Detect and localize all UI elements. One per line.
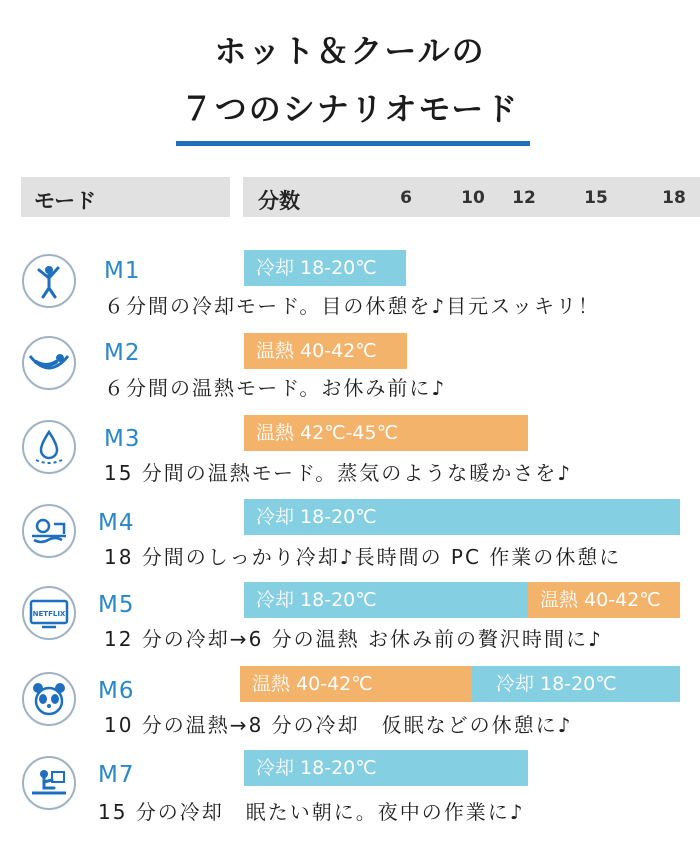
mode-description: 15 分間の温熱モード。蒸気のような暖かさを♪ [104, 461, 572, 485]
bar-cool: 冷却 18-20℃ [244, 499, 680, 535]
bar-cool: 冷却 18-20℃ [244, 582, 528, 618]
water-drop-icon [22, 420, 76, 474]
tick-label: 12 [512, 188, 536, 208]
mode-description: 12 分の冷却→6 分の温熱 お休み前の贅沢時間に♪ [104, 627, 603, 651]
mode-code: M7 [98, 762, 135, 788]
header-mode-label: モード [34, 189, 97, 213]
svg-text:NETFLIX: NETFLIX [32, 610, 66, 618]
netflix-tv-icon [22, 586, 76, 640]
tick-label: 18 [662, 188, 686, 208]
mode-description: 10 分の温熱→8 分の冷却 仮眠などの休憩に♪ [104, 713, 573, 737]
mode-code: M2 [104, 340, 141, 366]
title-underline [176, 141, 530, 146]
mode-description: 15 分の冷却 眠たい朝に。夜中の作業に♪ [98, 800, 525, 824]
mode-code: M5 [98, 592, 135, 618]
mode-description: 18 分間のしっかり冷却♪長時間の PC 作業の休憩に [104, 545, 622, 569]
page-title-line-1: ホット＆クールの [214, 32, 486, 70]
mode-code: M6 [98, 678, 135, 704]
bar-warm: 温熱 40-42℃ [240, 666, 472, 702]
stretch-person-icon [22, 254, 76, 308]
header-minutes-label: 分数 [258, 189, 300, 213]
bar-warm: 温熱 40-42℃ [528, 582, 680, 618]
tick-label: 15 [584, 188, 608, 208]
hammock-icon [22, 336, 76, 390]
bar-warm: 温熱 40-42℃ [244, 333, 407, 369]
mode-code: M4 [98, 510, 135, 536]
bar-cool: 冷却 18-20℃ [244, 750, 528, 786]
bar-warm: 温熱 42℃-45℃ [244, 415, 528, 451]
tick-label: 10 [461, 188, 485, 208]
tick-label: 6 [400, 188, 412, 208]
mode-description: ６分間の冷却モード。目の休憩を♪目元スッキリ！ [104, 294, 600, 318]
bar-cool: 冷却 18-20℃ [472, 666, 680, 702]
bar-cool: 冷却 18-20℃ [244, 250, 406, 286]
bath-icon [22, 504, 76, 558]
panda-icon [22, 672, 76, 726]
mode-code: M1 [104, 258, 141, 284]
desk-work-icon [22, 756, 76, 810]
page-title-line-2: ７つのシナリオモード [180, 90, 520, 128]
mode-code: M3 [104, 426, 141, 452]
mode-description: ６分間の温熱モード。お休み前に♪ [104, 376, 447, 400]
